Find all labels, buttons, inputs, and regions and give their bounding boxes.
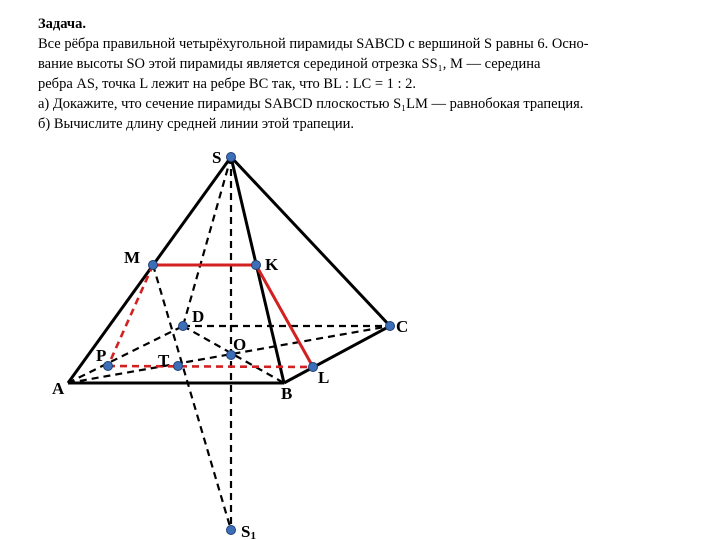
label-M: M bbox=[124, 248, 141, 267]
problem-line-3: ребра AS, точка L лежит на ребре BC так, что BL : LC = 1 : 2. bbox=[38, 76, 417, 92]
edge-SC bbox=[231, 157, 390, 326]
edge-SD bbox=[183, 157, 231, 326]
point-S1 bbox=[227, 526, 236, 535]
point-L bbox=[309, 363, 318, 372]
label-T: T bbox=[158, 351, 170, 370]
section-PL bbox=[108, 366, 313, 367]
section-MP bbox=[108, 265, 153, 366]
label-S1-subscript: 1 bbox=[250, 530, 256, 540]
label-K: K bbox=[265, 255, 279, 274]
point-C bbox=[386, 322, 395, 331]
section-hidden bbox=[108, 265, 313, 367]
point-D bbox=[179, 322, 188, 331]
label-A: A bbox=[52, 379, 65, 398]
problem-line-5: б) Вычислите длину средней линии этой трапеции. bbox=[38, 116, 355, 132]
line-M-S1 bbox=[153, 265, 231, 530]
label-S1-letter: S bbox=[241, 522, 251, 540]
point-T bbox=[174, 362, 183, 371]
problem-line-1: Все рёбра правильной четырёхугольной пирамиды SABCD с вершиной S равны 6. Осно- bbox=[38, 36, 589, 52]
label-C: C bbox=[396, 317, 409, 336]
label-L: L bbox=[318, 368, 330, 387]
label-S1 bbox=[241, 522, 256, 540]
point-K bbox=[252, 261, 261, 270]
label-B: B bbox=[281, 384, 293, 403]
label-S: S bbox=[212, 148, 222, 167]
section-KL bbox=[256, 265, 313, 367]
point-S bbox=[227, 153, 236, 162]
problem-title: Задача. bbox=[38, 16, 86, 32]
problem-line-4: а) Докажите, что сечение пирамиды SABCD плоскостью S₁LM — равнобокая трапеция. bbox=[38, 96, 584, 112]
edge-BC bbox=[284, 326, 390, 383]
hidden-edges bbox=[68, 157, 390, 530]
problem-line-2: вание высоты SO этой пирамиды является серединой отрезка SS₁, M — середина bbox=[38, 56, 541, 72]
solid-edges bbox=[68, 157, 390, 383]
label-P: P bbox=[96, 346, 107, 365]
point-M bbox=[149, 261, 158, 270]
label-O: O bbox=[233, 335, 247, 354]
label-D: D bbox=[192, 307, 205, 326]
